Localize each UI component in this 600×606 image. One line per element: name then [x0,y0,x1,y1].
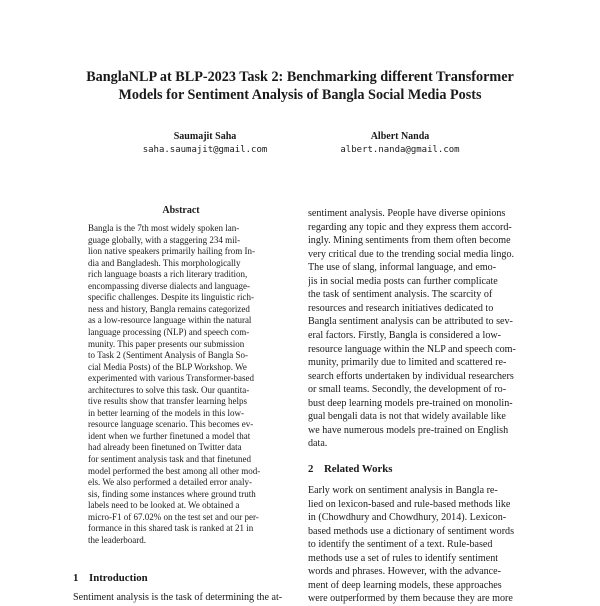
text-line: bust deep learning models pre-trained on monolin- [308,397,513,409]
section-number: 1 [73,572,79,584]
text-line: sis, finding some instances where ground truth [88,488,256,499]
title-line-2: Models for Sentiment Analysis of Bangla Social Media Posts [118,87,482,103]
author-name: Albert Nanda [370,131,430,142]
text-line: methods use a set of rules to identify sentiment [308,552,499,564]
paper-title [60,68,540,104]
text-line: ident when we further finetuned a model that [88,430,251,441]
text-line: to identify the sentiment of a text. Rule-based [308,539,493,551]
text-line: The use of slang, informal language, and emo- [308,262,497,274]
text-line: cial Media Posts) of the BLP Workshop. We [88,361,247,372]
text-line: resource language within the NLP and speech com- [308,343,516,355]
text-line: tive results show that transfer learning helps [88,396,247,407]
text-line: sentiment analysis. People have diverse opinions [308,208,506,219]
text-line: the leaderboard. [88,534,146,545]
text-line: architectures to solve this task. Our quantita- [88,384,250,395]
text-line: formance in this shared task is ranked at 21 in [88,523,254,534]
text-line: or small teams. Secondly, the development of ro- [308,384,507,396]
text-line: micro-F1 of 67.02% on the test set and our per- [88,511,259,522]
text-line: rich language boasts a rich literary tradition, [88,269,248,280]
section-number: 2 [308,463,314,475]
author-block-1 [120,130,290,157]
author-block-2 [315,130,485,157]
text-line: were outperformed by them because they are more [308,593,513,605]
text-line: had already been finetuned on Twitter data [88,442,242,453]
text-line: to Task 2 (Sentiment Analysis of Bangla So- [88,350,248,361]
text-line: resource language scenario. This becomes ev- [88,419,254,430]
text-line: language processing (NLP) and speech com- [88,326,250,337]
text-line: experimented with various Transformer-based [88,373,255,384]
text-line: ment of deep learning models, these approaches [308,579,502,591]
text-line: guage globally, with a staggering 234 mil- [88,234,241,245]
text-line: we have numerous models pre-trained on English [308,424,509,436]
text-line: eral factors. Firstly, Bangla is considered a low- [308,329,502,341]
section-title: Related Works [324,463,393,475]
text-line: munity, primarily due to limited and scattered re- [308,357,507,369]
text-line: as a low-resource language within the natural [88,315,252,326]
text-line: search efforts undertaken by individual researchers [308,370,514,382]
text-line: based methods use a dictionary of sentiment words [308,525,515,537]
text-line: Bangla sentiment analysis can be attributed to sev- [308,316,513,328]
text-line: labels need to be looked at. We obtained a [88,500,240,511]
text-line: data. [308,438,328,450]
text-line: ness and history, Bangla remains categorized [88,303,250,314]
text-line: resources and research initiatives dedicated to [308,302,494,314]
text-line: specific challenges. Despite its linguistic rich- [88,292,254,303]
section-title: Introduction [89,572,148,584]
section-1-heading [73,571,148,585]
text-line: Bangla is the 7th most widely spoken lan- [88,223,240,233]
text-line: lied on lexicon-based and rule-based methods like [308,498,511,510]
text-line: dia and Bangladesh. This morphologically [88,257,241,268]
text-line: gual bengali data is not that widely available like [308,411,506,423]
text-line: jis in social media posts can further complicate [308,275,498,287]
abstract-heading: Abstract [162,205,200,216]
text-line: munity. This paper presents our submission [88,338,245,349]
author-email: saha.saumajit@gmail.com [142,144,268,155]
intro-first-line: Sentiment analysis is the task of determining the at- [73,592,283,603]
text-line: Early work on sentiment analysis in Bangla re- [308,485,498,496]
text-line: in (Chowdhury and Chowdhury, 2014). Lexicon- [308,512,507,524]
text-line: very critical due to the trending social media lingo. [308,248,515,260]
author-email: albert.nanda@gmail.com [340,144,460,155]
text-line: lion native speakers primarily hailing from In- [88,246,255,257]
text-line: encompassing diverse dialects and language- [88,280,250,291]
section-2-heading [308,462,392,476]
text-line: regarding any topic and they express them accord- [308,221,512,233]
title-line-1: BanglaNLP at BLP-2023 Task 2: Benchmarking different Transformer [86,69,514,85]
text-line: for sentiment analysis task and that finetuned [88,454,251,464]
author-name: Saumajit Saha [173,131,237,142]
text-line: in better learning of the models in this low- [88,407,244,418]
text-line: ingly. Mining sentiments from them often become [308,235,511,247]
text-line: els. We also performed a detailed error analy- [88,477,253,488]
text-line: words and phrases. However, with the advance- [308,566,501,578]
text-line: the task of sentiment analysis. The scarcity of [308,289,493,301]
text-line: model performed the best among all other mod- [88,465,261,476]
